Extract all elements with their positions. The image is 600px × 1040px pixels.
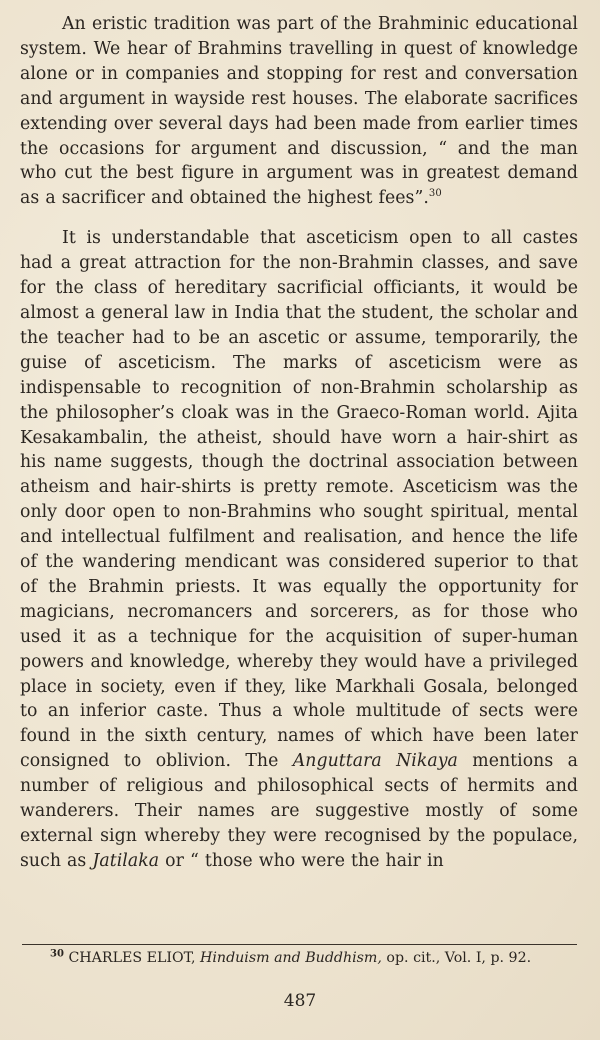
sect-name-jatilaka: Jatilaka	[92, 850, 160, 871]
paragraph-1-text: An eristic tradition was part of the Brahminic educational system. We hear of Brahmins travelling in quest of knowledge alone or in companies and stopping for rest and conversation and argument in wayside rest houses. The elaborate sacrifices extending over several days had been made from earlier times the occasions for argument and discussion, “ and the man who cut the best figure in argument was in greatest demand as a sacrificer and obtained the highest fees”.	[20, 14, 578, 209]
page-number: 487	[283, 991, 317, 1011]
footnote-number: 30	[50, 948, 64, 960]
footnote-divider	[22, 944, 577, 945]
paragraph-2-text-b: mentions a number of religious and philosophical sects of hermits and wanderers. Their names are suggestive mostly of some external sign whereby they were recognised by the populace, such as	[20, 751, 578, 871]
footnote-title: Hinduism and Buddhism,	[200, 950, 382, 966]
work-title-anguttara: Anguttara Nikaya	[292, 751, 458, 772]
footnote	[50, 948, 580, 968]
footnote-author: CHARLES ELIOT,	[68, 950, 196, 966]
paragraph-2	[20, 226, 578, 874]
paragraph-1	[20, 12, 578, 211]
paragraph-2-text-c: or “ those who were the hair in	[165, 850, 444, 871]
paragraph-2-text-a: It is understandable that asceticism open to all castes had a great attraction for the non-Brahmin classes, and save for the class of hereditary sacrificial officiants, it would be almost a general law in India that the student, the scholar and the teacher had to be an ascetic or assume, temporarily, the guise of asceticism. The marks of asceticism were as indispensable to recognition of non-Brahmin scholarship as the philosopher’s cloak was in the Graeco-Roman world. Ajita Kesakambalin, the atheist, should have worn a hair-shirt as his name suggests, though the doctrinal association between atheism and hair-shirts is pretty remote. Asceticism was the only door open to non-Brahmins who sought spiritual, mental and intellectual fulfilment and realisation, and hence the life of the wandering mendicant was considered superior to that of the Brahmin priests. It was equally the opportunity for magicians, necromancers and sorcerers, as for those who used it as a technique for the acquisition of super-human powers and knowledge, whereby they would have a privileged place in society, even if they, like Markhali Gosala, belonged to an inferior caste. Thus a whole multitude of sects were found in the sixth century, names of which have been later consigned to oblivion. The	[20, 228, 578, 772]
footnote-reference: 30	[428, 188, 442, 200]
footnote-citation: op. cit., Vol. I, p. 92.	[386, 950, 532, 966]
